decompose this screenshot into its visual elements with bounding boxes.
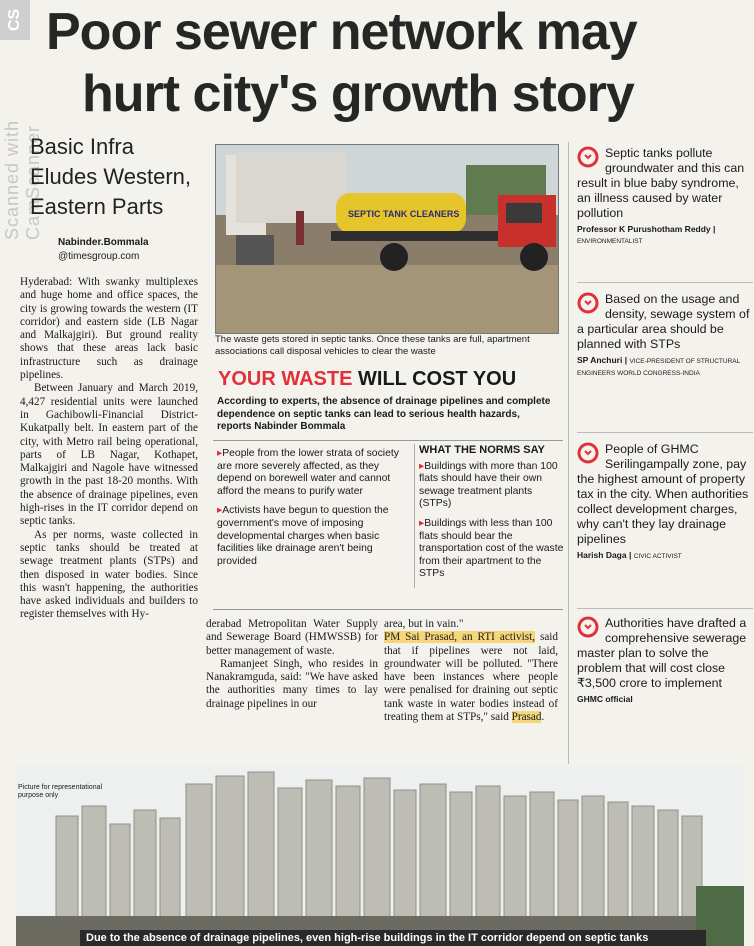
quote-icon [577,146,599,168]
picture-label: Picture for representational purpose only [18,784,103,799]
truck-label: SEPTIC TANK CLEANERS [348,209,460,219]
paragraph: Hyderabad: With swanky multiplexes and huge home and office spaces, the city is growing towards the western (IT corridor) and eastern side (LB Nagar and Malkajgiri). But ground reality shows that these areas lack basic infrastructure such as drainage pipelines. [20,276,198,382]
bullet-item: ▸ People from the lower strata of society are more severely affected, as they depend on borewell water and cannot afford the means to purify water [217,448,405,498]
skyline-photo [16,766,744,946]
headline-line-1: Poor sewer network may [46,3,637,61]
skyline-caption: Due to the absence of drainage pipelines, even high-rise buildings in the IT corridor depend on septic tanks [80,930,706,946]
kicker-line-1: Basic Infra [30,134,134,159]
highlighted-name: Prasad [511,711,542,724]
quote-icon [577,292,599,314]
quote-source: GHMC official [577,694,633,704]
divider [577,608,753,609]
quote-source: Harish Daga | CIVIC ACTIVIST [577,550,682,560]
quote-block [577,146,753,247]
quote-icon [577,616,599,638]
text-span: area, but in vain." [384,618,464,630]
paragraph: derabad Metropolitan Water Supply and Sewerage Board (HMWSSB) for better management of waste. [206,618,378,657]
divider [577,282,753,283]
quote-text: Authorities have drafted a comprehensive sewerage master plan to solve the problem that will cost close ₹3,500 crore to implement [577,616,747,690]
feature-title [218,368,558,391]
article-column-2 [206,618,378,711]
scanner-watermark: Scanned with CamScanner [2,119,43,240]
quote-source: SP Anchuri | VICE-PRESIDENT OF STRUCTURAL ENGINEERS WORLD CONGRESS-INDIA [577,355,740,377]
norm-item: ▸ Buildings with less than 100 flats should bear the transportation cost of the waste from their apartment to the STPs [419,518,565,581]
paragraph: As per norms, waste collected in septic tanks should be treated at sewage treatment plants (STPs) and then disposed in water bodies. Since this wasn't happening, the authorities have asked individuals and builders to register themselves with Hy- [20,528,198,621]
byline-email: @timesgroup.com [58,251,140,262]
highlighted-name: PM Sai Prasad, an RTI activist, [384,631,535,644]
paragraph: Ramanjeet Singh, who resides in Nanakramguda, said: "We have asked the authorities many times to lay drainage pipelines in our [206,657,378,710]
camscanner-logo: CS [0,0,30,40]
byline-name: Nabinder.Bommala [58,237,149,248]
divider [577,432,753,433]
feature-bullets [217,448,405,575]
paragraph: Between January and March 2019, 4,427 residential units were launched in Gachibowli-Financial District-Kukatpally belt. In eastern part of the city, with Metro rail being operational, parts of LB Nagar, Kothapet, Malkajgiri and Nagole have witnessed growth in the past 18-20 months. With the absence of drainage pipelines, even high-rises in the IT corridor depend on septic tanks. [20,382,198,528]
quote-text: Septic tanks pollute groundwater and this can result in blue baby syndrome, an illness caused by water pollution [577,146,745,220]
quote-block [577,292,753,379]
headline-line-2: hurt city's growth story [82,65,634,123]
kicker-line-3: Eastern Parts [30,194,164,219]
photo-caption: The waste gets stored in septic tanks. Once these tanks are full, apartment associations call disposal vehicles to clear the waste [215,334,530,357]
norms-box [414,444,565,588]
bullet-item: ▸ Activists have begun to question the government's move of imposing developmental charges when basic facilities like drainage aren't being provided [217,505,405,568]
feature-title-red: YOUR WASTE [218,368,353,390]
text-span: . [541,711,545,724]
quote-text: Based on the usage and density, sewage system of a particular area should be planned with STPs [577,292,750,351]
feature-intro: According to experts, the absence of drainage pipelines and complete dependence on septic tanks can lead to serious health hazards, reports Nabinder Bommala [217,396,551,432]
kicker [30,132,210,222]
septic-truck-photo [215,144,559,334]
norms-title: WHAT THE NORMS SAY [419,444,545,456]
paragraph [384,618,558,724]
quote-icon [577,442,599,464]
byline [58,236,208,264]
quotes-column [568,142,754,764]
quote-block [577,442,753,562]
feature-title-black: WILL COST YOU [358,368,517,390]
quote-source: Professor K Purushotham Reddy | ENVIRONMENTALIST [577,224,716,245]
text-span: said that if pipelines were not laid, groundwater will be polluted. "There have been instances where people were penalised for draining out septic tank waste in water bodies instead of treating them at STPs," said [384,631,558,724]
norm-item: ▸ Buildings with more than 100 flats should have their own sewage treatment plants (STPs) [419,461,565,511]
article-column-3 [384,618,558,724]
article-column-1 [20,276,198,622]
quote-text: People of GHMC Serilingampally zone, pay the highest amount of property tax in the city. When authorities collect development charges, why can't they lay drainage pipelines [577,442,749,546]
quote-block [577,616,753,705]
kicker-line-2: Eludes Western, [30,164,192,189]
